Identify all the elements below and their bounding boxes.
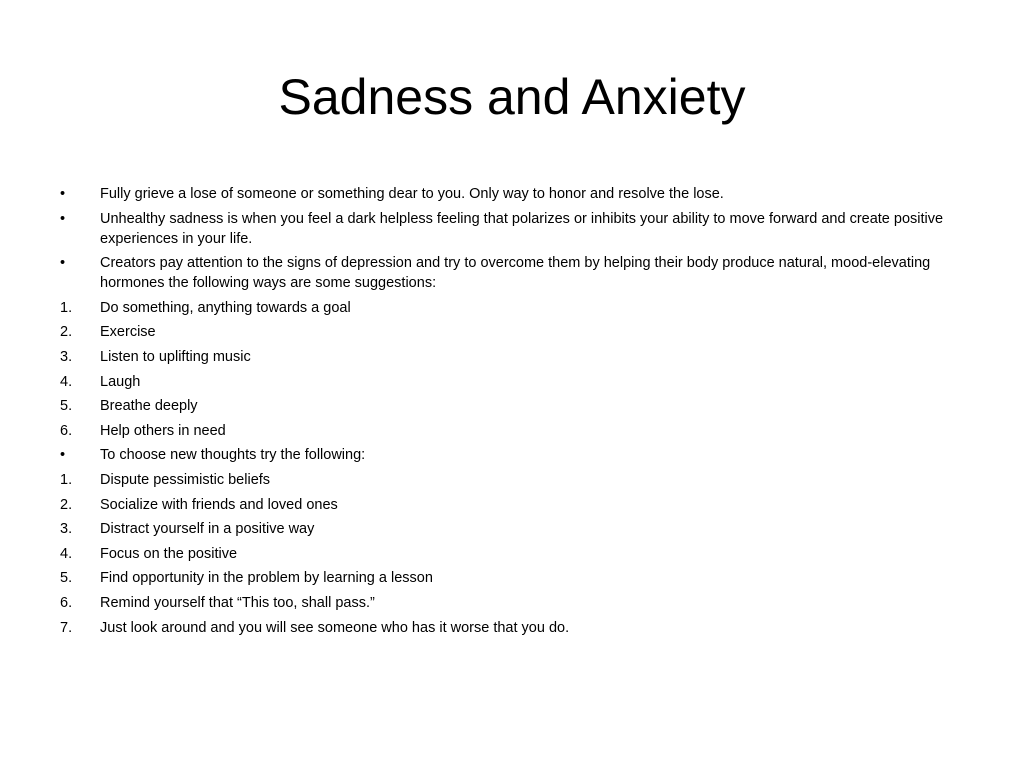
list-item xyxy=(0,253,1024,293)
number-marker: 3. xyxy=(60,348,73,365)
list-item-text: Breathe deeply xyxy=(100,398,198,415)
list-item-text: Find opportunity in the problem by learning a lesson xyxy=(100,570,433,587)
list-item xyxy=(0,347,1024,367)
list-item-text: Laugh xyxy=(100,373,141,390)
number-marker: 5. xyxy=(60,398,73,415)
number-marker: 1. xyxy=(60,471,73,488)
list-item-text: Fully grieve a lose of someone or something dear to you. Only way to honor and resolve the lose. xyxy=(100,186,724,202)
list-item-text: Just look around and you will see someone who has it worse that you do. xyxy=(100,619,570,636)
list-item-text: Do something, anything towards a goal xyxy=(100,299,351,316)
bullet-marker: • xyxy=(60,186,66,202)
list-item-text: Socialize with friends and loved ones xyxy=(100,496,338,513)
list-item xyxy=(0,184,1024,204)
bullet-marker: • xyxy=(60,255,66,272)
number-marker: 3. xyxy=(60,521,73,538)
list-item xyxy=(0,396,1024,416)
list-item xyxy=(0,470,1024,490)
list-item xyxy=(0,519,1024,539)
list-item xyxy=(0,495,1024,515)
list-item xyxy=(0,618,1024,638)
bullet-marker: • xyxy=(60,447,66,464)
slide-title: Sadness and Anxiety xyxy=(278,69,746,125)
bullet-marker: • xyxy=(60,210,66,227)
list-item xyxy=(0,568,1024,588)
list-item-text: Remind yourself that “This too, shall pass.” xyxy=(100,594,375,611)
number-marker: 1. xyxy=(60,299,73,316)
list-item-text: Dispute pessimistic beliefs xyxy=(100,471,271,488)
number-marker: 2. xyxy=(60,324,73,341)
number-marker: 5. xyxy=(60,570,73,587)
list-item-text: Creators pay attention to the signs of depression and try to overcome them by helping their body produce natural, mood-elevating hormones the following ways are some suggestions: xyxy=(100,255,931,292)
list-item xyxy=(0,322,1024,342)
list-item-text: Focus on the positive xyxy=(100,545,238,562)
list-item xyxy=(0,593,1024,613)
number-marker: 6. xyxy=(60,422,73,439)
list-item xyxy=(0,372,1024,392)
number-marker: 6. xyxy=(60,594,73,611)
list-item xyxy=(0,544,1024,564)
slide-body-list xyxy=(0,184,1024,642)
list-item-text: Help others in need xyxy=(100,422,226,439)
list-item-text: Listen to uplifting music xyxy=(100,348,251,365)
number-marker: 4. xyxy=(60,545,73,562)
list-item-text: To choose new thoughts try the following: xyxy=(100,447,366,464)
list-item xyxy=(0,445,1024,465)
list-item xyxy=(0,209,1024,249)
list-item-text: Distract yourself in a positive way xyxy=(100,521,315,538)
list-item xyxy=(0,421,1024,441)
number-marker: 2. xyxy=(60,496,73,513)
list-item xyxy=(0,298,1024,318)
list-item-text: Unhealthy sadness is when you feel a dark helpless feeling that polarizes or inhibits your ability to move forward and create positive experiences in your life. xyxy=(100,210,944,247)
list-item-text: Exercise xyxy=(100,324,156,341)
number-marker: 4. xyxy=(60,373,73,390)
number-marker: 7. xyxy=(60,619,73,636)
